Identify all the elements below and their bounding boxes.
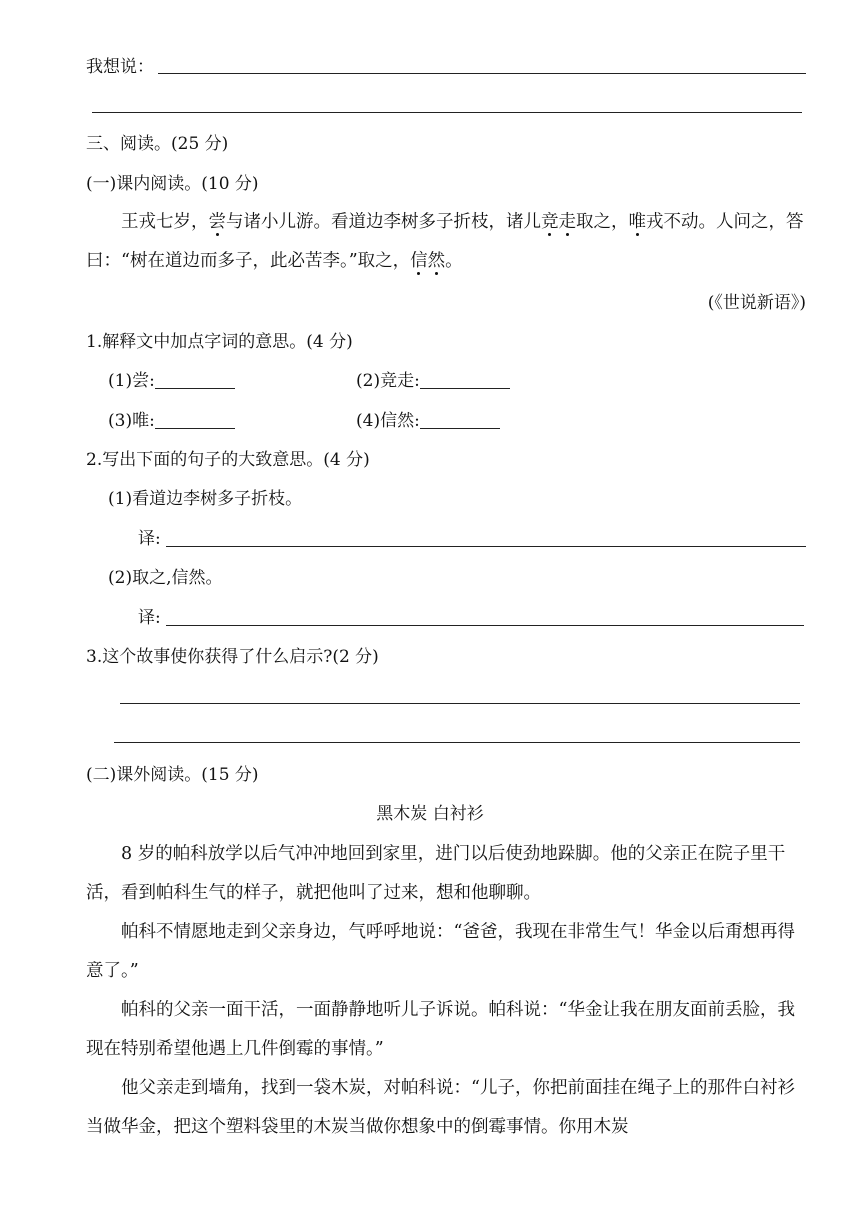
blank[interactable] bbox=[420, 410, 500, 429]
dotted-char: 竞 bbox=[541, 212, 559, 232]
classical-passage: 王戎七岁，尝与诸小儿游。看道边李树多子折枝，诸儿竞走取之，唯戎不动。人问之，答曰：“树在道边而多子，此必苦李。”取之，信然。 bbox=[86, 212, 804, 271]
question-1: 1.解释文中加点字词的意思。(4 分) bbox=[86, 332, 353, 352]
dotted-char: 信 bbox=[410, 251, 428, 271]
part2-heading: (二)课外阅读。(15 分) bbox=[86, 765, 259, 785]
passage-source: (《世说新语》) bbox=[707, 293, 806, 313]
section-heading: 三、阅读。(25 分) bbox=[86, 134, 229, 154]
story-paragraph: 8 岁的帕科放学以后气冲冲地回到家里，进门以后使劲地跺脚。他的父亲正在院子里干活，看到帕科生气的样子，就把他叫了过来，想和他聊聊。 bbox=[86, 844, 786, 903]
answer-line[interactable] bbox=[114, 742, 800, 743]
story-paragraph: 帕科的父亲一面干活，一面静静地听儿子诉说。帕科说：“华金让我在朋友面前丢脸，我现在特别希望他遇上几件倒霉的事情。” bbox=[86, 1000, 795, 1059]
story-title: 黑木炭 白衬衫 bbox=[376, 804, 484, 824]
dotted-char: 然 bbox=[427, 251, 446, 271]
blank[interactable] bbox=[420, 370, 510, 389]
translate-label: 译: bbox=[138, 608, 161, 628]
part1-heading: (一)课内阅读。(10 分) bbox=[86, 174, 259, 194]
dotted-char: 尝 bbox=[208, 212, 226, 232]
question-3: 3.这个故事使你获得了什么启示?(2 分) bbox=[86, 647, 379, 667]
blank[interactable] bbox=[155, 370, 235, 389]
q2-sentence-1: (1)看道边李树多子折枝。 bbox=[108, 489, 303, 509]
q1-item-4: (4)信然: bbox=[356, 410, 500, 432]
story-paragraph: 帕科不情愿地走到父亲身边，气呼呼地说：“爸爸，我现在非常生气！华金以后甭想再得意了。” bbox=[86, 922, 795, 981]
dotted-char: 唯 bbox=[628, 212, 646, 232]
translate-label: 译: bbox=[138, 529, 161, 549]
answer-line[interactable] bbox=[166, 546, 806, 547]
answer-line[interactable] bbox=[92, 112, 802, 113]
answer-line[interactable] bbox=[158, 73, 806, 74]
answer-line[interactable] bbox=[166, 625, 804, 626]
question-2: 2.写出下面的句子的大致意思。(4 分) bbox=[86, 450, 370, 470]
blank[interactable] bbox=[155, 410, 235, 429]
dotted-char: 走 bbox=[558, 212, 576, 232]
q1-item-1: (1)尝: bbox=[108, 370, 235, 392]
i-want-to-say-label: 我想说： bbox=[86, 57, 154, 77]
q1-item-3: (3)唯: bbox=[108, 410, 235, 432]
q2-sentence-2: (2)取之,信然。 bbox=[108, 568, 223, 588]
answer-line[interactable] bbox=[120, 703, 800, 704]
q1-item-2: (2)竞走: bbox=[356, 370, 510, 392]
story-paragraph: 他父亲走到墙角，找到一袋木炭，对帕科说：“儿子，你把前面挂在绳子上的那件白衬衫当做华金，把这个塑料袋里的木炭当做你想象中的倒霉事情。你用木炭 bbox=[86, 1078, 795, 1137]
